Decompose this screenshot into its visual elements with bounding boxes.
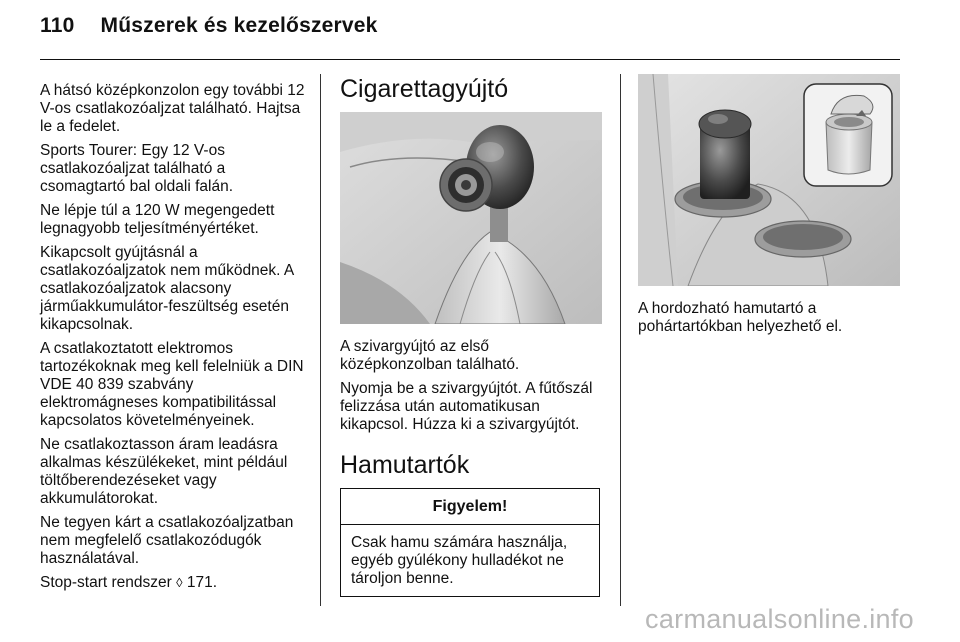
page-header bbox=[40, 14, 378, 38]
notice-body: Csak hamu számára használja, egyéb gyúlékony hulladékot ne tároljon benne. bbox=[351, 534, 568, 587]
paragraph: Kikapcsolt gyújtásnál a csatlakozóaljzatok nem működnek. A csatlakozóaljzatok alacsony járműakkumulátor-feszültség esetén kikapcsolnak. bbox=[40, 244, 294, 333]
chapter-title: Műszerek és kezelőszervek bbox=[100, 14, 378, 37]
header-divider bbox=[40, 59, 900, 60]
column-divider-1 bbox=[320, 74, 321, 606]
paragraph: Ne lépje túl a 120 W megengedett legnagyobb teljesítményértéket. bbox=[40, 202, 275, 237]
page-number: 110 bbox=[40, 14, 75, 37]
portable-ashtray-illustration bbox=[638, 74, 900, 286]
xref-text: Stop-start rendszer bbox=[40, 574, 172, 591]
watermark: carmanualsonline.info bbox=[645, 604, 914, 634]
paragraph: Ne tegyen kárt a csatlakozóaljzatban nem megfelelő csatlakozódugók használatával. bbox=[40, 514, 294, 567]
image-caption: A hordozható hamutartó a pohártartókban helyezhető el. bbox=[638, 300, 843, 335]
paragraph: A szivargyújtó az első középkonzolban található. bbox=[340, 338, 520, 373]
paragraph: Ne csatlakoztasson áram leadásra alkalmas készülékeket, mint például töltőberendezéseket vagy akkumulátorokat. bbox=[40, 436, 288, 507]
column-middle bbox=[340, 74, 602, 597]
paragraph: Nyomja be a szivargyújtót. A fűtőszál felizzása után automatikusan kikapcsol. Húzza ki a szivargyújtót. bbox=[340, 380, 593, 433]
column-divider-2 bbox=[620, 74, 621, 606]
section-heading-cigarette-lighter: Cigarettagyújtó bbox=[340, 75, 509, 103]
column-left bbox=[40, 82, 308, 598]
notice-box bbox=[340, 488, 600, 597]
notice-title: Figyelem! bbox=[341, 489, 599, 525]
section-heading-ashtrays: Hamutartók bbox=[340, 451, 470, 479]
paragraph: Sports Tourer: Egy 12 V-os csatlakozóaljzat található a csomagtartó bal oldali falán. bbox=[40, 142, 234, 195]
column-right bbox=[638, 74, 900, 342]
paragraph: A hátsó középkonzolon egy további 12 V-os csatlakozóaljzat található. Hajtsa le a fedelet. bbox=[40, 82, 305, 135]
xref-arrow-icon: ◊ bbox=[176, 575, 183, 590]
cigarette-lighter-illustration bbox=[340, 112, 602, 324]
cross-reference[interactable] bbox=[40, 574, 308, 592]
paragraph: A csatlakoztatott elektromos tartozékoknak meg kell felelniük a DIN VDE 40 839 szabvány elektromágneses kompatibilitással kapcsolatos követelményeinek. bbox=[40, 340, 304, 429]
xref-page: 171. bbox=[186, 574, 218, 591]
